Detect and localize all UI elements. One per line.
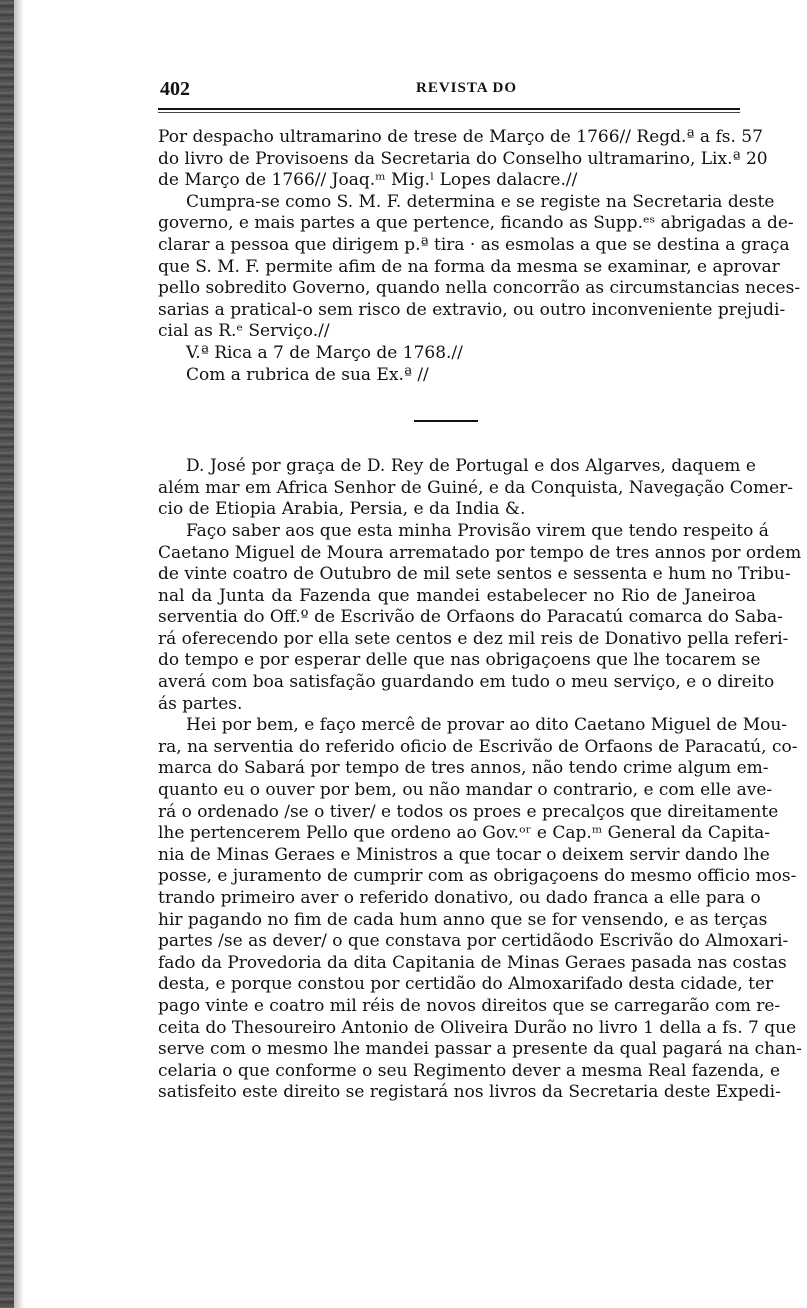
text-line: cio de Etiopia Arabia, Persia, e da India &. bbox=[158, 499, 526, 520]
text-line: serve com o mesmo lhe mandei passar a presente da qual pagará na chan- bbox=[158, 1039, 802, 1060]
text-line: D. José por graça de D. Rey de Portugal e dos Algarves, daquem e bbox=[186, 456, 756, 477]
text-line: de Março de 1766// Joaq.ᵐ Mig.ˡ Lopes dalacre.// bbox=[158, 170, 578, 191]
text-line: governo, e mais partes a que pertence, ficando as Supp.ᵉˢ abrigadas a de- bbox=[158, 213, 794, 234]
text-line: sarias a pratical-o sem risco de extravio, ou outro inconveniente prejudi- bbox=[158, 299, 786, 320]
text-line: hir pagando no fim de cada hum anno que se for vensendo, e as terças bbox=[158, 909, 768, 930]
header-title: REVISTA DO bbox=[416, 80, 517, 96]
text-line: do livro de Provisoens da Secretaria do Conselho ultramarino, Lix.ª 20 bbox=[158, 148, 768, 169]
second-document bbox=[158, 456, 802, 1104]
text-line: além mar em Africa Senhor de Guiné, e da Conquista, Navegação Comer- bbox=[158, 477, 794, 498]
text-line: nia de Minas Geraes e Ministros a que tocar o deixem servir dando lhe bbox=[158, 844, 770, 865]
text-line: serventia do Off.º de Escrivão de Orfaons do Paracatú comarca do Saba- bbox=[158, 607, 783, 628]
text-line: rá o ordenado /se o tiver/ e todos os proes e precalços que direitamente bbox=[158, 801, 779, 822]
text-line: pago vinte e coatro mil réis de novos direitos que se carregarão com re- bbox=[158, 995, 781, 1016]
text-line: Faço saber aos que esta minha Provisão virem que tendo respeito á bbox=[186, 520, 769, 541]
text-line: pello sobredito Governo, quando nella concorrão as circumstancias neces- bbox=[158, 278, 801, 299]
header-rule-thin bbox=[158, 112, 740, 113]
text-line: rá oferecendo por ella sete centos e dez mil reis de Donativo pella referi- bbox=[158, 628, 789, 649]
text-line: Hei por bem, e faço mercê de provar ao dito Caetano Miguel de Mou- bbox=[186, 715, 788, 736]
book-page bbox=[158, 78, 802, 1104]
text-line: Com a rubrica de sua Ex.ª // bbox=[186, 364, 429, 385]
text-line: de vinte coatro de Outubro de mil sete sentos e sessenta e hum no Tribu- bbox=[158, 564, 791, 585]
text-line: trando primeiro aver o referido donativo, ou dado franca a elle para o bbox=[158, 888, 761, 908]
header-rule bbox=[158, 108, 740, 110]
book-binding-edge bbox=[0, 0, 14, 1308]
text-line: Caetano Miguel de Moura arrematado por tempo de tres annos por ordem bbox=[158, 542, 802, 563]
text-line: averá com boa satisfação guardando em tudo o meu serviço, e o direito bbox=[158, 672, 775, 693]
text-line: que S. M. F. permite afim de na forma da mesma se examinar, e aprovar bbox=[158, 256, 780, 277]
page-number: 402 bbox=[160, 78, 190, 100]
text-line: celaria o que conforme o seu Regimento dever a mesma Real fazenda, e bbox=[158, 1060, 781, 1081]
text-line: posse, e juramento de cumprir com as obrigaçoens do mesmo officio mos- bbox=[158, 866, 797, 887]
text-line: lhe pertencerem Pello que ordeno ao Gov.ᵒʳ e Cap.ᵐ General da Capita- bbox=[158, 823, 770, 844]
text-line: Cumpra-se como S. M. F. determina e se registe na Secretaria deste bbox=[186, 191, 775, 212]
text-line: V.ª Rica a 7 de Março de 1768.// bbox=[186, 342, 463, 363]
text-line: ceita do Thesoureiro Antonio de Oliveira Durão no livro 1 della a fs. 7 que bbox=[158, 1017, 797, 1038]
running-head bbox=[158, 78, 756, 104]
section-divider bbox=[414, 420, 478, 422]
text-line: fado da Provedoria da dita Capitania de Minas Geraes pasada nas costas bbox=[158, 952, 787, 973]
text-line: clarar a pessoa que dirigem p.ª tira · as esmolas a que se destina a graça bbox=[158, 234, 790, 255]
text-line: cial as R.ᵉ Serviço.// bbox=[158, 321, 330, 342]
text-line: do tempo e por esperar delle que nas obrigaçoens que lhe tocarem se bbox=[158, 650, 761, 671]
text-line: nal da Junta da Fazenda que mandei estabelecer no Rio de Janeiroa bbox=[158, 585, 756, 606]
text-line: Por despacho ultramarino de trese de Março de 1766// Regd.ª a fs. 57 bbox=[158, 127, 763, 147]
text-line: quanto eu o ouver por bem, ou não mandar o contrario, e com elle ave- bbox=[158, 780, 773, 801]
text-line: satisfeito este direito se registará nos livros da Secretaria deste Expedi- bbox=[158, 1082, 781, 1103]
text-line: partes /se as dever/ o que constava por certidãodo Escrivão do Almoxari- bbox=[158, 931, 789, 952]
text-line: marca do Sabará por tempo de tres annos, não tendo crime algum em- bbox=[158, 758, 769, 779]
text-line: ra, na serventia do referido oficio de Escrivão de Orfaons de Paracatú, co- bbox=[158, 736, 798, 757]
text-line: desta, e porque constou por certidão do Almoxarifado desta cidade, ter bbox=[158, 974, 774, 995]
text-line: ás partes. bbox=[158, 693, 243, 714]
first-document bbox=[158, 127, 801, 386]
binding-shadow bbox=[14, 0, 24, 1308]
